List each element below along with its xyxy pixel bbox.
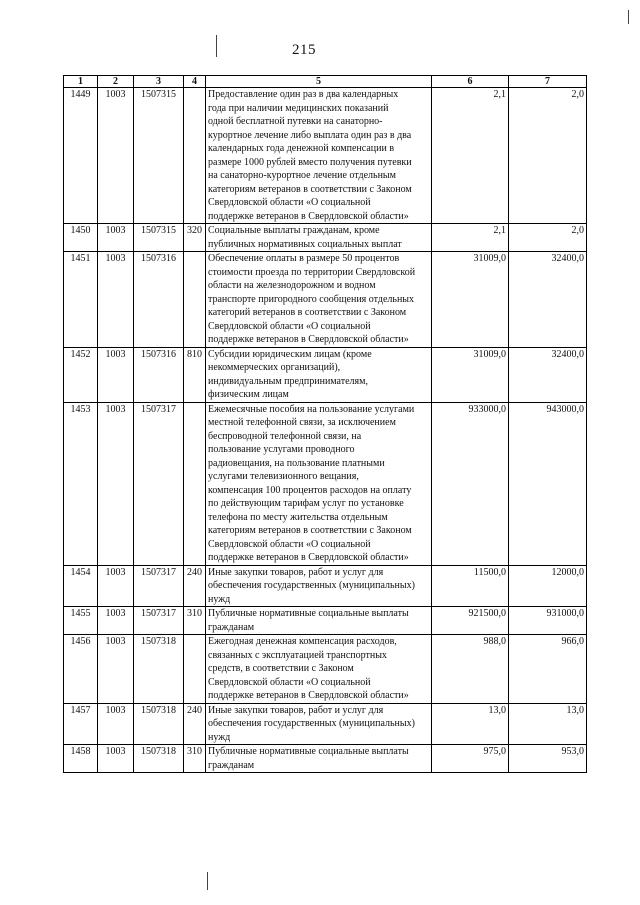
description-line: по действующим тарифам услуг по установке [208, 498, 404, 509]
table-row [64, 703, 587, 745]
target-article-code: 1507315 [134, 224, 184, 252]
amount-col6: 31009,0 [432, 252, 509, 348]
expense-type-code [184, 635, 206, 704]
description-line: радиовещания, на пользование платными [208, 457, 385, 469]
column-header: 6 [432, 76, 509, 88]
description-line: Социальные выплаты гражданам, кроме [208, 225, 380, 236]
row-number: 1450 [64, 224, 98, 252]
description-line: беспроводной телефонной связи, на [208, 430, 362, 442]
description-line: года при наличии медицинских показаний [208, 102, 389, 114]
description-line: поддержке ветеранов в Свердловской области» [208, 552, 409, 563]
description [206, 347, 432, 402]
description-line: пользование услугами проводного [208, 444, 355, 455]
row-number: 1449 [64, 88, 98, 224]
description-line: средств, в соответствии с Законом [208, 663, 354, 674]
row-number: 1451 [64, 252, 98, 348]
description-line: Свердловской области «О социальной [208, 197, 371, 208]
description [206, 607, 432, 635]
column-header: 3 [134, 76, 184, 88]
amount-col7: 32400,0 [509, 252, 587, 348]
page-number: 215 [292, 42, 316, 58]
target-article-code: 1507318 [134, 635, 184, 704]
description-line: транспорте пригородного сообщения отдельных [208, 293, 415, 305]
description-line: поддержке ветеранов в Свердловской области» [208, 334, 409, 345]
section-code: 1003 [98, 347, 134, 402]
table-row [64, 745, 587, 773]
amount-col7: 32400,0 [509, 347, 587, 402]
expense-type-code: 310 [184, 745, 206, 773]
row-number: 1453 [64, 402, 98, 565]
row-number: 1452 [64, 347, 98, 402]
amount-col6: 13,0 [432, 703, 509, 745]
scan-mark-right [628, 10, 629, 24]
description-line: индивидуальным предпринимателям, [208, 375, 368, 387]
description-line: одной бесплатной путевки на санаторно- [208, 116, 383, 127]
expense-type-code: 320 [184, 224, 206, 252]
description-line: Ежемесячные пособия на пользование услугами [208, 403, 415, 415]
target-article-code: 1507316 [134, 347, 184, 402]
description [206, 703, 432, 745]
description-line: Публичные нормативные социальные выплаты [208, 608, 409, 619]
table-row [64, 607, 587, 635]
description-line: Ежегодная денежная компенсация расходов, [208, 636, 397, 647]
expense-type-code: 810 [184, 347, 206, 402]
amount-col7: 966,0 [509, 635, 587, 704]
column-header: 5 [206, 76, 432, 88]
table-row [64, 565, 587, 607]
description-line: курортное лечение либо выплата один раз в два [208, 129, 412, 141]
amount-col7: 931000,0 [509, 607, 587, 635]
description-line: категориям ветеранов в соответствии с Законом [208, 183, 412, 195]
description [206, 635, 432, 704]
description-line: категорий ветеранов в соответствии с Законом [208, 307, 407, 318]
amount-col7: 2,0 [509, 88, 587, 224]
amount-col6: 2,1 [432, 224, 509, 252]
amount-col7: 2,0 [509, 224, 587, 252]
amount-col6: 933000,0 [432, 402, 509, 565]
amount-col6: 2,1 [432, 88, 509, 224]
section-code: 1003 [98, 607, 134, 635]
description [206, 402, 432, 565]
description-line: связанных с эксплуатацией транспортных [208, 649, 387, 661]
amount-col7: 953,0 [509, 745, 587, 773]
amount-col7: 13,0 [509, 703, 587, 745]
target-article-code: 1507318 [134, 745, 184, 773]
amount-col7: 12000,0 [509, 565, 587, 607]
row-number: 1454 [64, 565, 98, 607]
section-code: 1003 [98, 402, 134, 565]
amount-col6: 975,0 [432, 745, 509, 773]
description-line: области на железнодорожном и водном [208, 280, 376, 291]
row-number: 1458 [64, 745, 98, 773]
description [206, 565, 432, 607]
target-article-code: 1507315 [134, 88, 184, 224]
description-line: Обеспечение оплаты в размере 50 процентов [208, 253, 400, 264]
description-line: обеспечения государственных (муниципальных) [208, 580, 415, 591]
description-line: нужд [208, 731, 231, 743]
description-line: нужд [208, 593, 231, 605]
column-header: 2 [98, 76, 134, 88]
row-number: 1455 [64, 607, 98, 635]
amount-col6: 31009,0 [432, 347, 509, 402]
amount-col6: 11500,0 [432, 565, 509, 607]
description-line: услугами телевизионного вещания, [208, 471, 359, 482]
column-header: 7 [509, 76, 587, 88]
column-header: 1 [64, 76, 98, 88]
table-row [64, 88, 587, 224]
description-line: публичных нормативных социальных выплат [208, 238, 402, 250]
description-line: компенсация 100 процентов расходов на оплату [208, 484, 412, 496]
row-number: 1457 [64, 703, 98, 745]
table-row [64, 224, 587, 252]
expense-type-code [184, 402, 206, 565]
description-line: Свердловской области «О социальной [208, 538, 371, 550]
scan-mark-top [216, 35, 217, 57]
table-row [64, 402, 587, 565]
description-line: телефона по месту жительства отдельным [208, 511, 388, 523]
target-article-code: 1507317 [134, 565, 184, 607]
scan-mark-bottom [207, 872, 208, 890]
row-number: 1456 [64, 635, 98, 704]
expense-type-code: 240 [184, 565, 206, 607]
description-line: Свердловской области «О социальной [208, 676, 371, 688]
section-code: 1003 [98, 635, 134, 704]
description-line: Иные закупки товаров, работ и услуг для [208, 704, 384, 716]
target-article-code: 1507317 [134, 607, 184, 635]
description-line: календарных года денежной компенсации в [208, 143, 395, 154]
table-row [64, 635, 587, 704]
target-article-code: 1507318 [134, 703, 184, 745]
description-line: поддержке ветеранов в Свердловской области» [208, 690, 409, 701]
description [206, 224, 432, 252]
description-line: Публичные нормативные социальные выплаты [208, 746, 409, 757]
expense-type-code [184, 252, 206, 348]
table-row [64, 347, 587, 402]
target-article-code: 1507316 [134, 252, 184, 348]
description-line: Иные закупки товаров, работ и услуг для [208, 566, 384, 578]
section-code: 1003 [98, 224, 134, 252]
expense-type-code: 310 [184, 607, 206, 635]
description-line: размере 1000 рублей вместо получения путевки [208, 156, 412, 168]
amount-col6: 921500,0 [432, 607, 509, 635]
description-line: Свердловской области «О социальной [208, 320, 371, 332]
description-line: гражданам [208, 759, 255, 771]
description-line: Субсидии юридическим лицам (кроме [208, 348, 372, 360]
description-line: Предоставление один раз в два календарных [208, 89, 399, 100]
expense-type-code [184, 88, 206, 224]
budget-table [63, 75, 587, 773]
header-row [64, 76, 587, 88]
amount-col7: 943000,0 [509, 402, 587, 565]
section-code: 1003 [98, 88, 134, 224]
description-line: местной телефонной связи, за исключением [208, 417, 396, 428]
description [206, 88, 432, 224]
description-line: стоимости проезда по территории Свердловской [208, 266, 416, 278]
expense-type-code: 240 [184, 703, 206, 745]
section-code: 1003 [98, 745, 134, 773]
description-line: поддержке ветеранов в Свердловской области» [208, 210, 409, 222]
description-line: физическим лицам [208, 389, 289, 400]
section-code: 1003 [98, 703, 134, 745]
description [206, 252, 432, 348]
description-line: гражданам [208, 621, 255, 633]
target-article-code: 1507317 [134, 402, 184, 565]
table-row [64, 252, 587, 348]
section-code: 1003 [98, 565, 134, 607]
description-line: обеспечения государственных (муниципальных) [208, 718, 415, 729]
description-line: некоммерческих организаций), [208, 362, 341, 373]
description-line: на санаторно-курортное лечение отдельным [208, 170, 396, 181]
amount-col6: 988,0 [432, 635, 509, 704]
description [206, 745, 432, 773]
description-line: категориям ветеранов в соответствии с Законом [208, 525, 412, 536]
column-header: 4 [184, 76, 206, 88]
section-code: 1003 [98, 252, 134, 348]
